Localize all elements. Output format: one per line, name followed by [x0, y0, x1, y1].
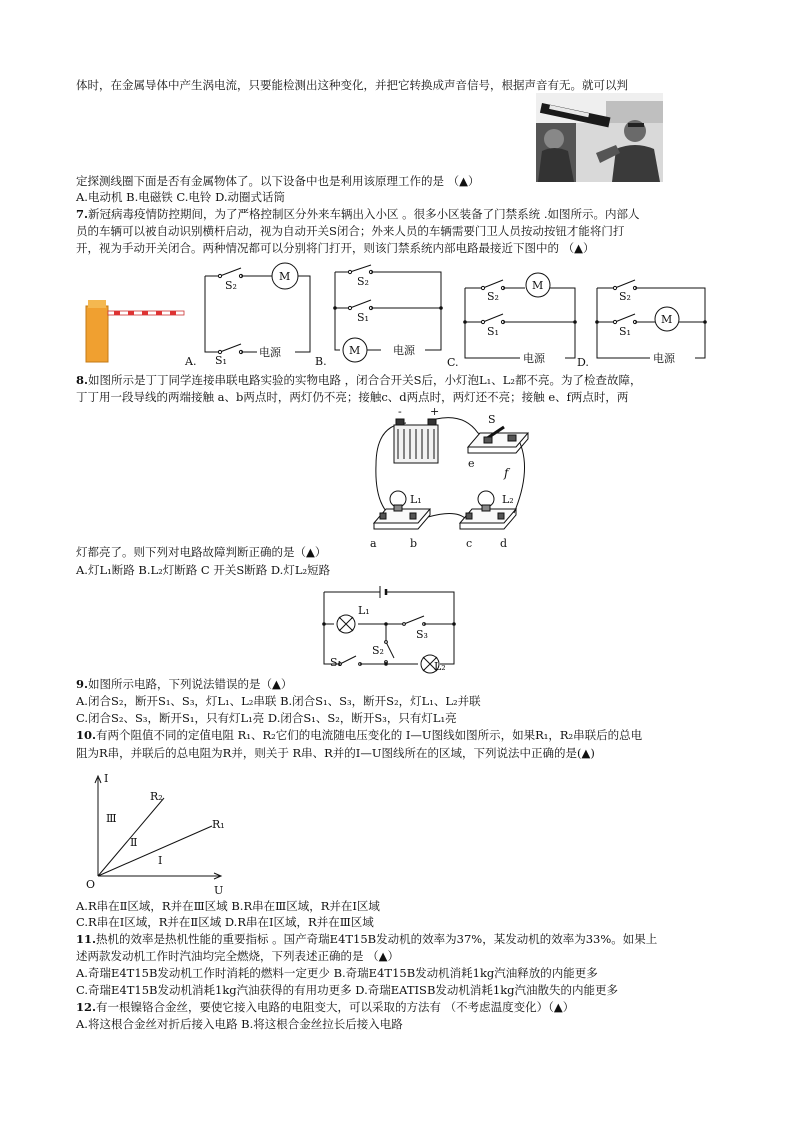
- q7-text: 新冠病毒疫情防控期间，为了严格控制区分外来车辆出入小区 。很多小区装备了门禁系统 .如图所示。内部人: [88, 207, 640, 221]
- motor-icon: M: [279, 270, 291, 283]
- q11-options-1: A.奇瑞E4T15B发动机工作时消耗的燃料一定更少 B.奇瑞E4T15B发动机消耗1kg汽油释放的内能更多: [76, 966, 598, 980]
- option-label: A.: [185, 355, 197, 368]
- q10-text: 有两个阻值不同的定值电阻 R₁、R₂它们的电流随电压变化的 I—U图线如图所示，如果R₁，R₂串联后的总电: [96, 728, 643, 742]
- q8-physical-circuit: [366, 405, 536, 553]
- i-axis-label: I: [104, 772, 109, 785]
- l2-label: L₂: [502, 493, 514, 506]
- s2-label: S₂: [619, 290, 631, 303]
- s1-label: S₁: [330, 656, 342, 669]
- l2-label: L₂: [434, 660, 446, 673]
- s2-label: S₂: [487, 290, 499, 303]
- question-number: 10.: [76, 728, 97, 742]
- power-label: 电源: [653, 352, 675, 365]
- text-line: 体时，在金属导体中产生涡电流，只要能检测出这种变化，并把它转换成声音信号，根据声音有无。就可以判: [76, 78, 628, 92]
- q10-options-2: C.R串在Ⅰ区域，R并在Ⅱ区域 D.R串在Ⅰ区域，R并在Ⅲ区域: [76, 915, 374, 929]
- q11-text: 热机的效率是热机性能的重要指标 。国产奇瑞E4T15B发动机的效率为37%，某发动机的效率为33%。如果上: [96, 932, 658, 946]
- question-number: 9.: [76, 677, 89, 691]
- barrier-gate-image: [86, 296, 186, 362]
- point-c-label: c: [466, 537, 473, 550]
- s2-label: S₂: [372, 644, 384, 657]
- point-b-label: b: [410, 537, 418, 550]
- q7-line-1: [76, 207, 639, 222]
- q12-options-1: A.将这根合金丝对折后接入电路 B.将这根合金丝拉长后接入电路: [76, 1017, 403, 1031]
- q11-line-1: [76, 932, 657, 947]
- q8-line-2: 丁丁用一段导线的两端接触 a、b两点时，两灯仍不亮；接触c、d两点时，两灯还不亮；接触 e、f两点时，两: [76, 390, 629, 404]
- s2-label: S₂: [225, 279, 237, 292]
- u-axis-label: U: [214, 884, 224, 897]
- q7-circuit-figures: [185, 262, 785, 370]
- circuit-a: [184, 263, 310, 368]
- s1-label: S₁: [357, 311, 369, 324]
- q12-line-1: [76, 1000, 574, 1015]
- q10-iu-graph: [80, 770, 240, 898]
- question-number: 12.: [76, 1000, 97, 1014]
- q10-line-1: [76, 728, 642, 743]
- q8-line-3: 灯都亮了。则下列对电路故障判断正确的是（▲）: [76, 545, 327, 559]
- option-label: C.: [447, 356, 459, 369]
- origin-label: O: [86, 878, 96, 891]
- s1-label: S₁: [487, 325, 499, 338]
- r1-label: R₁: [212, 818, 225, 831]
- power-label: 电源: [523, 352, 545, 365]
- circuit-d: [577, 280, 706, 369]
- s1-label: S₁: [619, 325, 631, 338]
- switch-label: S: [488, 413, 496, 426]
- q9-options-1: A.闭合S₂，断开S₁、S₃，灯L₁、L₂串联 B.闭合S₁、S₃，断开S₂，灯L₁、L₂并联: [76, 694, 481, 708]
- s3-label: S₃: [416, 628, 428, 641]
- minus-label: -: [398, 405, 402, 418]
- question-number: 7.: [76, 207, 89, 221]
- q7-line-3: 开，视为手动开关闭合。两种情况都可以分别将门打开，则该门禁系统内部电路最接近下图中的 （▲）: [76, 241, 595, 255]
- q10-line-2: 阻为R串，并联后的总电阻为R并，则关于 R串、R并的I—U图线所在的区域，下列说法中正确的是(▲): [76, 746, 595, 760]
- option-label: B.: [315, 355, 327, 368]
- q8-text: 如图所示是丁丁同学连接串联电路实验的实物电路 ，闭合合开关S后，小灯泡L₁、L₂都不亮。为了检查故障，: [88, 373, 642, 387]
- motor-icon: M: [532, 279, 544, 292]
- point-a-label: a: [370, 537, 377, 550]
- q11-line-2: 述两款发动机工作时汽油均完全燃烧，下列表述正确的是 （▲）: [76, 949, 399, 963]
- q7-line-2: 员的车辆可以被自动识别横杆启动，视为自动开关S闭合；外来人员的车辆需要门卫人员按动按钮才能将门打: [76, 224, 625, 238]
- plus-label: +: [430, 405, 440, 418]
- point-e-label: e: [468, 457, 475, 470]
- power-label: 电源: [393, 344, 415, 357]
- circuit-c: [447, 273, 576, 369]
- motor-icon: M: [349, 344, 361, 357]
- region-2-label: Ⅱ: [130, 836, 138, 849]
- point-f-label: f: [504, 466, 509, 480]
- l1-label: L₁: [410, 493, 422, 506]
- s1-label: S₁: [215, 354, 227, 367]
- q8-options: A.灯L₁断路 B.L₂灯断路 C 开关S断路 D.灯L₂短路: [76, 563, 331, 577]
- metal-detector-photo: [536, 93, 663, 182]
- q11-options-2: C.奇瑞E4T15B发动机消耗1kg汽油获得的有用功更多 D.奇瑞EATISB发动机消耗1kg汽油散失的内能更多: [76, 983, 619, 997]
- question-number: 8.: [76, 373, 89, 387]
- q12-text: 有一根镍铬合金丝，要使它接入电路的电阻变大，可以采取的方法有 （不考虑温度变化）（▲）: [96, 1000, 575, 1014]
- circuit-b: [315, 265, 442, 368]
- q9-text: 如图所示电路，下列说法错误的是（▲）: [88, 677, 293, 691]
- text-line: 定探测线圈下面是否有金属物体了。以下设备中也是利用该原理工作的是 （▲）: [76, 174, 480, 188]
- question-number: 11.: [76, 932, 97, 946]
- region-1-label: Ⅰ: [158, 854, 163, 867]
- r2-label: R₂: [150, 790, 163, 803]
- l1-label: L₁: [358, 604, 370, 617]
- point-d-label: d: [500, 537, 508, 550]
- q8-line-1: [76, 373, 642, 388]
- option-label: D.: [577, 356, 589, 369]
- motor-icon: M: [661, 313, 673, 326]
- region-3-label: Ⅲ: [106, 812, 117, 825]
- r1-line: [98, 826, 212, 876]
- power-label: 电源: [259, 346, 281, 359]
- q9-options-2: C.闭合S₂、S₃，断开S₁，只有灯L₁亮 D.闭合S₁、S₂，断开S₃，只有灯L₁亮: [76, 711, 457, 725]
- s2-label: S₂: [357, 275, 369, 288]
- q6-options: A.电动机 B.电磁铁 C.电铃 D.动圈式话筒: [76, 190, 286, 204]
- q9-line-1: [76, 677, 292, 692]
- q10-options-1: A.R串在Ⅱ区域，R并在Ⅲ区域 B.R串在Ⅲ区域，R并在Ⅰ区域: [76, 899, 380, 913]
- q9-circuit: [320, 584, 460, 680]
